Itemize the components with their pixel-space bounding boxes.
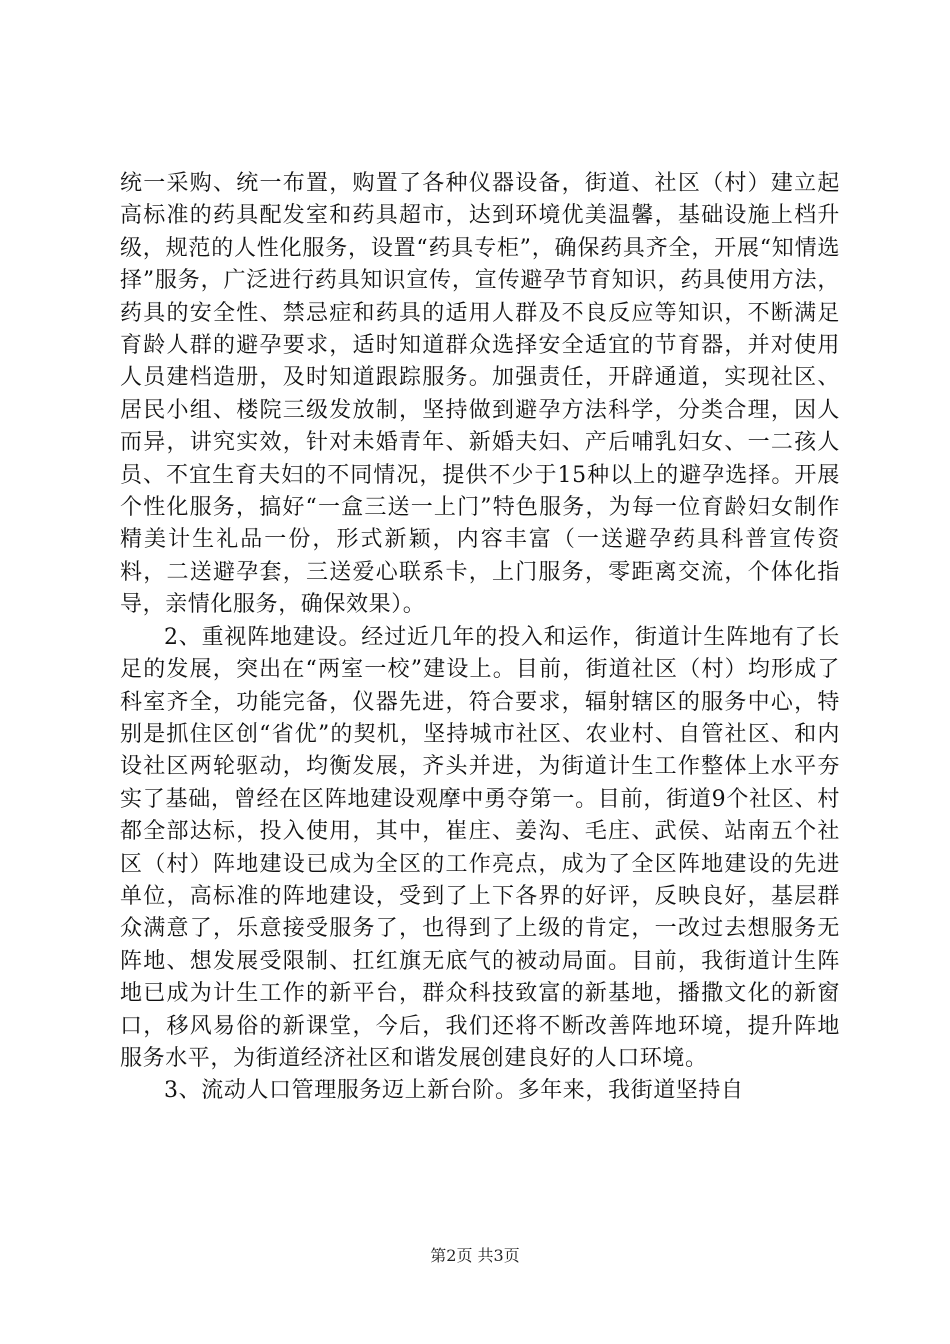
paragraph-3: 3、流动人口管理服务迈上新台阶。多年来，我街道坚持自 [164, 1078, 744, 1104]
paragraph-2: 2、重视阵地建设。经过近几年的投入和运作，街道计生阵地有了长足的发展，突出在“两室一校”建设上。目前，街道社区（村）均形成了科室齐全，功能完备，仪器先进，符合要求，辐射辖区的服务中心，特别是抓住区创“省优”的契机，坚持城市社区、农业村、自管社区、和内设社区两轮驱动，均衡发展，齐头并进，为街道计生工作整体上水平夯实了基础，曾经在区阵地建设观摩中勇夺第一。目前，街道9个社区、村都全部达标，投入使用，其中，崔庄、姜沟、毛庄、武侯、站南五个社区（村）阵地建设已成为全区的工作亮点，成为了全区阵地建设的先进单位，高标准的阵地建设，受到了上下各界的好评，反映良好，基层群众满意了，乐意接受服务了，也得到了上级的肯定，一改过去想服务无阵地、想发展受限制、扛红旗无底气的被动局面。目前，我街道计生阵地已成为计生工作的新平台，群众科技致富的新基地，播撒文化的新窗口，移风易俗的新课堂，今后，我们还将不断改善阵地环境，提升阵地服务水平，为街道经济社区和谐发展创建良好的人口环境。 [120, 624, 840, 1071]
paragraph-1: 统一采购、统一布置，购置了各种仪器设备，街道、社区（村）建立起高标准的药具配发室和药具超市，达到环境优美温馨，基础设施上档升级，规范的人性化服务，设置“药具专柜”，确保药具齐全，开展“知情选择”服务，广泛进行药具知识宣传，宣传避孕节育知识，药具使用方法，药具的安全性、禁忌症和药具的适用人群及不良反应等知识，不断满足育龄人群的避孕要求，适时知道群众选择安全适宜的节育器，并对使用人员建档造册，及时知道跟踪服务。加强责任，开辟通道，实现社区、居民小组、楼院三级发放制，坚持做到避孕方法科学，分类合理，因人而异，讲究实效，针对未婚青年、新婚夫妇、产后哺乳妇女、一二孩人员、不宜生育夫妇的不同情况，提供不少于15种以上的避孕选择。开展个性化服务，搞好“一盒三送一上门”特色服务，为每一位育龄妇女制作精美计生礼品一份，形式新颖，内容丰富（一送避孕药具科普宣传资料，二送避孕套，三送爱心联系卡，上门服务，零距离交流，个体化指导，亲情化服务，确保效果）。 [120, 171, 840, 618]
page-footer: 第2页 共3页 [430, 1246, 520, 1265]
document-body [120, 168, 840, 1108]
